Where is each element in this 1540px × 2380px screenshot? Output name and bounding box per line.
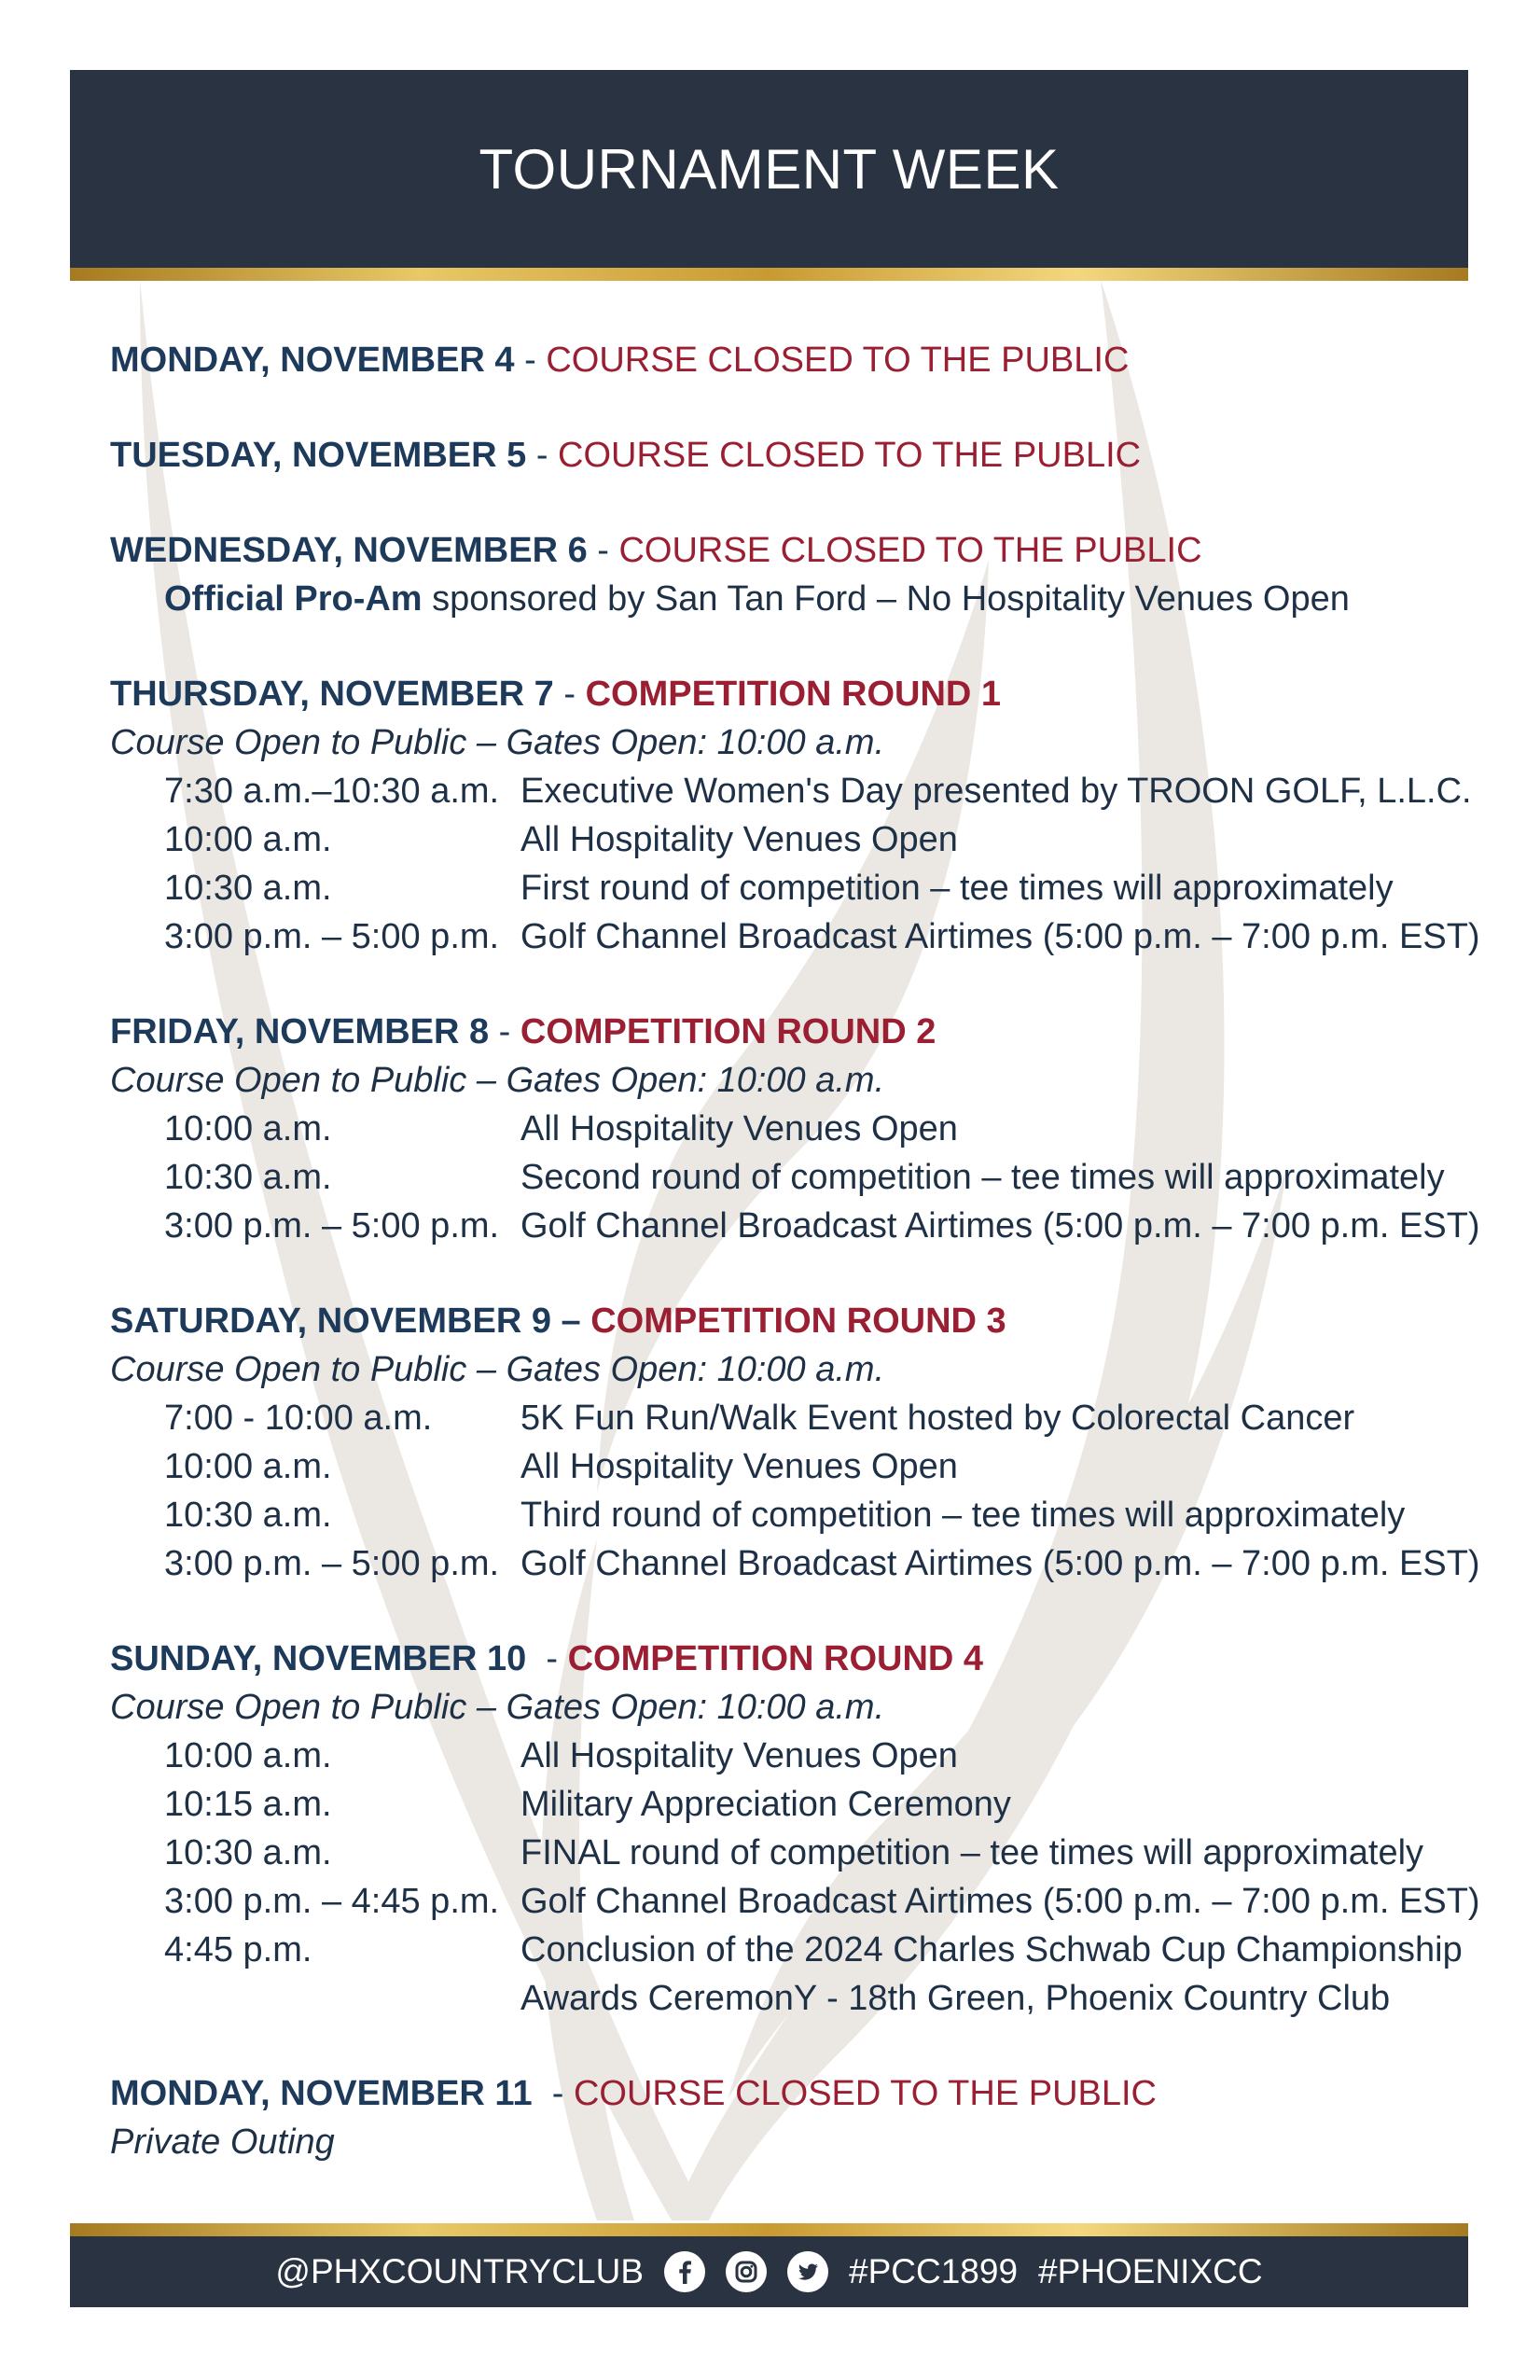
pro-am-label: Official Pro-Am	[164, 579, 423, 619]
pro-am-detail: sponsored by San Tan Ford – No Hospitality Venues Open	[422, 579, 1350, 619]
day-separator: -	[587, 531, 619, 570]
day-separator: –	[550, 1301, 591, 1341]
day-date: FRIDAY, NOVEMBER 8	[110, 1012, 490, 1051]
day-separator: -	[553, 675, 586, 714]
schedule-desc: All Hospitality Venues Open	[520, 820, 958, 859]
schedule-time: 10:00 a.m.	[164, 1447, 332, 1486]
day-saturday-nov-9	[110, 1297, 1491, 1588]
day-status: COURSE CLOSED TO THE PUBLIC	[573, 2074, 1157, 2113]
schedule-time: 7:00 - 10:00 a.m.	[164, 1399, 433, 1438]
day-thursday-nov-7	[110, 670, 1491, 961]
private-outing-note: Private Outing	[110, 2123, 335, 2162]
schedule-desc: Golf Channel Broadcast Airtimes (5:00 p.m. – 7:00 p.m. EST)	[520, 1882, 1480, 1921]
schedule-desc: 5K Fun Run/Walk Event hosted by Colorectal Cancer	[520, 1399, 1355, 1438]
day-date: SATURDAY, NOVEMBER 9	[110, 1301, 551, 1341]
facebook-icon[interactable]	[664, 2251, 705, 2292]
day-wednesday-nov-6	[110, 526, 1491, 623]
schedule-time: 3:00 p.m. – 5:00 p.m.	[164, 1544, 500, 1583]
schedule-desc: Conclusion of the 2024 Charles Schwab Cup Championship	[520, 1930, 1463, 1969]
day-heading	[110, 1297, 1491, 1345]
schedule-desc: Golf Channel Broadcast Airtimes (5:00 p.m. – 7:00 p.m. EST)	[520, 1544, 1480, 1583]
day-date: MONDAY, NOVEMBER 4	[110, 341, 515, 380]
schedule-desc: Military Appreciation Ceremony	[520, 1785, 1011, 1824]
social-handle: @PHXCOUNTRYCLUB	[275, 2252, 645, 2290]
day-heading	[110, 1635, 1491, 1683]
gold-divider-top	[70, 268, 1468, 281]
schedule-time: 10:15 a.m.	[164, 1785, 332, 1824]
schedule-time: 10:00 a.m.	[164, 1736, 332, 1775]
schedule-desc: All Hospitality Venues Open	[520, 1736, 958, 1775]
day-heading	[110, 336, 1491, 384]
schedule-time: 3:00 p.m. – 4:45 p.m.	[164, 1882, 500, 1921]
schedule-row	[110, 1491, 1491, 1539]
gates-note: Course Open to Public – Gates Open: 10:00 a.m.	[110, 723, 885, 762]
gold-divider-bottom	[70, 2223, 1468, 2236]
schedule-row	[110, 767, 1491, 815]
day-date: THURSDAY, NOVEMBER 7	[110, 675, 554, 714]
day-status: COMPETITION ROUND 2	[520, 1012, 936, 1051]
day-date: TUESDAY, NOVEMBER 5	[110, 436, 527, 475]
schedule-time: 10:30 a.m.	[164, 1833, 332, 1872]
schedule-time: 10:30 a.m.	[164, 1158, 332, 1197]
schedule-row	[110, 1926, 1491, 1974]
day-heading	[110, 2069, 1491, 2118]
twitter-icon[interactable]	[787, 2251, 828, 2292]
schedule-desc: First round of competition – tee times will approximately	[520, 869, 1394, 908]
schedule-row	[110, 1202, 1491, 1250]
day-separator: -	[514, 341, 547, 380]
schedule-time: 3:00 p.m. – 5:00 p.m.	[164, 917, 500, 956]
day-status: COMPETITION ROUND 1	[585, 675, 1002, 714]
gates-note: Course Open to Public – Gates Open: 10:00 a.m.	[110, 1061, 885, 1100]
day-friday-nov-8	[110, 1008, 1491, 1250]
schedule-row	[110, 815, 1491, 864]
schedule-time: 4:45 p.m.	[164, 1930, 312, 1969]
schedule-desc: All Hospitality Venues Open	[520, 1109, 958, 1148]
schedule-time: 3:00 p.m. – 5:00 p.m.	[164, 1206, 500, 1246]
day-separator: -	[532, 2074, 574, 2113]
schedule-row	[110, 864, 1491, 912]
schedule-row	[110, 1732, 1491, 1780]
pro-am-note	[110, 575, 1491, 623]
schedule-row	[110, 1780, 1491, 1829]
header-banner	[70, 70, 1468, 268]
schedule-desc: Third round of competition – tee times will approximately	[520, 1496, 1406, 1535]
day-monday-nov-11	[110, 2069, 1491, 2166]
schedule-row	[110, 912, 1491, 961]
day-separator: -	[526, 1639, 568, 1678]
day-separator: -	[489, 1012, 520, 1051]
hashtag-phoenixcc: #PHOENIXCC	[1038, 2252, 1263, 2290]
day-date: SUNDAY, NOVEMBER 10	[110, 1639, 527, 1678]
day-separator: -	[526, 436, 559, 475]
schedule-time: 10:00 a.m.	[164, 820, 332, 859]
schedule-desc: FINAL round of competition – tee times will approximately	[520, 1833, 1424, 1872]
schedule-row	[110, 1105, 1491, 1153]
day-status: COMPETITION ROUND 4	[567, 1639, 984, 1678]
hashtag-pcc1899: #PCC1899	[849, 2252, 1019, 2290]
schedule-time: 10:30 a.m.	[164, 1496, 332, 1535]
schedule-time	[164, 1974, 520, 2023]
schedule-row	[110, 1394, 1491, 1442]
day-status: COURSE CLOSED TO THE PUBLIC	[618, 531, 1202, 570]
footer-bar	[70, 2236, 1468, 2307]
gates-note: Course Open to Public – Gates Open: 10:00 a.m.	[110, 1350, 885, 1389]
schedule-content	[110, 336, 1491, 2213]
page-title: TOURNAMENT WEEK	[479, 137, 1060, 201]
schedule-desc: Executive Women's Day presented by TROON GOLF, L.L.C.	[520, 772, 1472, 811]
schedule-desc: Golf Channel Broadcast Airtimes (5:00 p.m. – 7:00 p.m. EST)	[520, 1206, 1480, 1246]
gates-note: Course Open to Public – Gates Open: 10:00 a.m.	[110, 1688, 885, 1727]
day-status: COMPETITION ROUND 3	[590, 1301, 1006, 1341]
schedule-row	[110, 1877, 1491, 1926]
day-heading	[110, 1008, 1491, 1056]
instagram-icon[interactable]	[726, 2251, 767, 2292]
schedule-desc: Awards CeremonY - 18th Green, Phoenix Country Club	[520, 1979, 1391, 2018]
day-date: WEDNESDAY, NOVEMBER 6	[110, 531, 588, 570]
day-sunday-nov-10	[110, 1635, 1491, 2023]
schedule-row	[110, 1829, 1491, 1877]
day-tuesday-nov-5	[110, 431, 1491, 480]
schedule-time: 10:30 a.m.	[164, 869, 332, 908]
day-heading	[110, 670, 1491, 718]
schedule-row	[110, 1539, 1491, 1588]
day-monday-nov-4	[110, 336, 1491, 384]
day-status: COURSE CLOSED TO THE PUBLIC	[558, 436, 1142, 475]
day-status: COURSE CLOSED TO THE PUBLIC	[546, 341, 1130, 380]
schedule-row	[110, 1974, 1491, 2023]
schedule-time: 10:00 a.m.	[164, 1109, 332, 1148]
schedule-desc: Golf Channel Broadcast Airtimes (5:00 p.m. – 7:00 p.m. EST)	[520, 917, 1480, 956]
schedule-desc: All Hospitality Venues Open	[520, 1447, 958, 1486]
day-date: MONDAY, NOVEMBER 11	[110, 2074, 533, 2113]
schedule-row	[110, 1153, 1491, 1202]
day-heading	[110, 431, 1491, 480]
day-heading	[110, 526, 1491, 575]
schedule-time: 7:30 a.m.–10:30 a.m.	[164, 772, 500, 811]
schedule-desc: Second round of competition – tee times will approximately	[520, 1158, 1445, 1197]
schedule-row	[110, 1442, 1491, 1491]
